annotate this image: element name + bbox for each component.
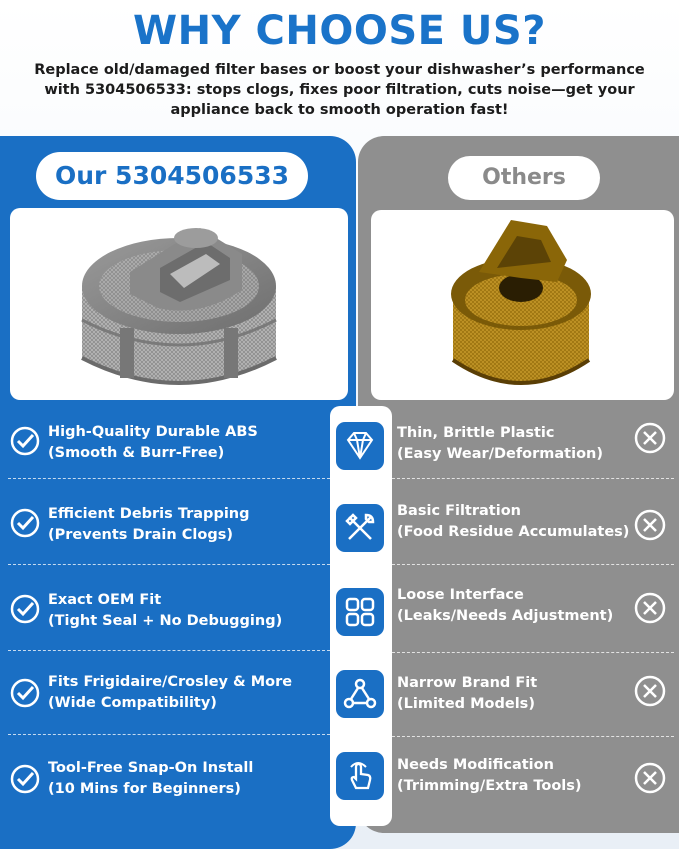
ours-feature-text-4 (48, 672, 292, 714)
ours-label: Our 5304506533 (36, 152, 308, 200)
ours-feature-title: Tool-Free Snap-On Install (48, 760, 254, 776)
check-icon (10, 508, 40, 538)
ours-feature-title: High-Quality Durable ABS (48, 424, 258, 440)
cross-icon (634, 509, 666, 541)
others-feature-text-5 (397, 755, 582, 797)
ours-feature-title: Efficient Debris Trapping (48, 506, 250, 522)
tap-hand-icon (336, 752, 384, 800)
grid-icon (336, 588, 384, 636)
others-feature-text-3 (397, 585, 613, 627)
ours-feature-text-5 (48, 758, 253, 800)
ours-feature-title: Fits Frigidaire/Crosley & More (48, 674, 293, 690)
diamond-icon (336, 422, 384, 470)
others-feature-detail: (Easy Wear/Deformation) (397, 446, 603, 462)
others-feature-detail: (Trimming/Extra Tools) (397, 778, 582, 794)
others-feature-detail: (Limited Models) (397, 696, 535, 712)
others-feature-detail: (Leaks/Needs Adjustment) (397, 608, 614, 624)
others-feature-title: Thin, Brittle Plastic (397, 425, 555, 441)
row-divider (8, 478, 330, 479)
others-feature-text-2 (397, 501, 629, 543)
page-subtitle (20, 60, 659, 120)
ours-feature-detail: (Wide Compatibility) (48, 695, 217, 711)
ours-feature-detail: (Tight Seal + No Debugging) (48, 613, 283, 629)
others-feature-detail: (Food Residue Accumulates) (397, 524, 630, 540)
others-feature-title: Loose Interface (397, 587, 524, 603)
row-divider (392, 736, 674, 737)
tools-icon (336, 504, 384, 552)
check-icon (10, 594, 40, 624)
ours-feature-text-3 (48, 590, 282, 632)
cross-icon (634, 675, 666, 707)
others-product-image (371, 210, 674, 400)
others-feature-title: Needs Modification (397, 757, 554, 773)
cross-icon (634, 592, 666, 624)
ours-feature-text-2 (48, 504, 250, 546)
cross-icon (634, 762, 666, 794)
row-divider (392, 652, 674, 653)
row-divider (8, 650, 330, 651)
others-feature-title: Narrow Brand Fit (397, 675, 538, 691)
others-feature-text-1 (397, 423, 603, 465)
ours-feature-text-1 (48, 422, 258, 464)
others-label: Others (448, 156, 600, 200)
network-icon (336, 670, 384, 718)
subtitle-line: Replace old/damaged filter bases or boost your dishwasher’s performance (34, 62, 645, 78)
page-title: WHY CHOOSE US? (133, 8, 546, 54)
ours-product-image (10, 208, 348, 400)
ours-feature-detail: (Smooth & Burr-Free) (48, 445, 225, 461)
row-divider (392, 478, 674, 479)
subtitle-line: with 5304506533: stops clogs, fixes poor filtration, cuts noise—get your (44, 82, 635, 98)
check-icon (10, 764, 40, 794)
cross-icon (634, 422, 666, 454)
others-feature-title: Basic Filtration (397, 503, 521, 519)
check-icon (10, 678, 40, 708)
ours-feature-title: Exact OEM Fit (48, 592, 162, 608)
others-feature-text-4 (397, 673, 537, 715)
ours-feature-detail: (10 Mins for Beginners) (48, 781, 241, 797)
row-divider (392, 564, 674, 565)
row-divider (8, 564, 330, 565)
check-icon (10, 426, 40, 456)
row-divider (8, 734, 330, 735)
ours-feature-detail: (Prevents Drain Clogs) (48, 527, 233, 543)
subtitle-line: appliance back to smooth operation fast! (170, 102, 509, 118)
